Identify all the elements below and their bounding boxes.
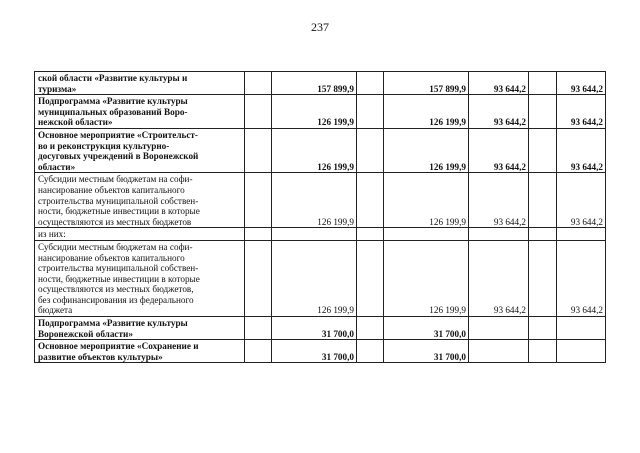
page-number: 237 [311, 20, 329, 34]
amount-cell [469, 340, 529, 363]
row-label-line: без софинансирования из федерального [38, 294, 194, 305]
table-row [35, 228, 606, 241]
amount-cell [529, 95, 557, 129]
row-label-line: во и реконструкция культурно- [38, 140, 170, 151]
amount-cell [357, 228, 384, 241]
amount-cell [245, 228, 272, 241]
amount-cell: 93 644,2 [557, 72, 606, 95]
row-label-line: досуговых учреждений в Воронежской [38, 151, 199, 162]
amount-cell: 31 700,0 [272, 340, 357, 363]
table-row [35, 128, 606, 172]
amount-cell: 93 644,2 [469, 240, 529, 316]
amount-cell: 93 644,2 [557, 240, 606, 316]
amount-cell [357, 173, 384, 228]
amount-cell: 93 644,2 [469, 173, 529, 228]
row-label-line: ности, бюджетные инвестиции в которые [38, 206, 200, 217]
row-label-line: Субсидии местным бюджетам на софи- [38, 241, 193, 252]
row-label-line: Подпрограмма «Развитие культуры [38, 318, 188, 329]
row-label-line: туризма» [38, 83, 77, 94]
amount-cell [529, 317, 557, 340]
amount-cell [357, 95, 384, 129]
row-label [35, 340, 245, 363]
amount-cell: 31 700,0 [384, 317, 469, 340]
row-label [35, 95, 245, 129]
amount-cell: 126 199,9 [272, 95, 357, 129]
amount-cell [529, 228, 557, 241]
amount-cell [245, 317, 272, 340]
row-label [35, 173, 245, 228]
row-label-line: нансирование объектов капитального [38, 252, 185, 263]
amount-cell: 31 700,0 [272, 317, 357, 340]
amount-cell [357, 72, 384, 95]
row-label [35, 317, 245, 340]
row-label [35, 240, 245, 316]
amount-cell: 126 199,9 [272, 173, 357, 228]
row-label-line: нежской области» [38, 117, 113, 128]
amount-cell [529, 72, 557, 95]
row-label [35, 72, 245, 95]
amount-cell: 126 199,9 [272, 128, 357, 172]
amount-cell [245, 240, 272, 316]
amount-cell: 93 644,2 [469, 95, 529, 129]
amount-cell [529, 340, 557, 363]
amount-cell [245, 173, 272, 228]
amount-cell [357, 340, 384, 363]
row-label-line: области» [38, 161, 76, 172]
amount-cell: 93 644,2 [557, 95, 606, 129]
row-label-line: осуществляются из местных бюджетов, [38, 284, 194, 295]
amount-cell [245, 340, 272, 363]
amount-cell [529, 240, 557, 316]
amount-cell [529, 128, 557, 172]
amount-cell: 126 199,9 [384, 128, 469, 172]
amount-cell [529, 173, 557, 228]
amount-cell [384, 228, 469, 241]
amount-cell [245, 95, 272, 129]
amount-cell [245, 128, 272, 172]
budget-table [34, 71, 606, 363]
table-row [35, 240, 606, 316]
row-label-line: осуществляются из местных бюджетов [38, 216, 192, 227]
amount-cell [245, 72, 272, 95]
amount-cell: 93 644,2 [469, 128, 529, 172]
amount-cell: 126 199,9 [272, 240, 357, 316]
amount-cell [557, 317, 606, 340]
table-row [35, 317, 606, 340]
row-label-line: строительства муниципальной собствен- [38, 195, 199, 206]
amount-cell: 157 899,9 [272, 72, 357, 95]
amount-cell: 126 199,9 [384, 240, 469, 316]
row-label-line: строительства муниципальной собствен- [38, 263, 199, 274]
table-row [35, 72, 606, 95]
row-label [35, 128, 245, 172]
row-label-line: Подпрограмма «Развитие культуры [38, 96, 188, 107]
amount-cell: 31 700,0 [384, 340, 469, 363]
amount-cell [272, 228, 357, 241]
amount-cell [557, 340, 606, 363]
row-label-line: ности, бюджетные инвестиции в которые [38, 273, 200, 284]
amount-cell: 126 199,9 [384, 95, 469, 129]
row-label-line: Воронежской области» [38, 328, 133, 339]
table-row [35, 340, 606, 363]
amount-cell: 93 644,2 [557, 173, 606, 228]
amount-cell: 93 644,2 [557, 128, 606, 172]
row-label [35, 228, 245, 241]
row-label-line: из них: [38, 229, 66, 240]
amount-cell [557, 228, 606, 241]
row-label-line: нансирование объектов капитального [38, 184, 185, 195]
amount-cell: 157 899,9 [384, 72, 469, 95]
amount-cell: 93 644,2 [469, 72, 529, 95]
row-label-line: Основное мероприятие «Сохранение и [38, 341, 199, 352]
row-label-line: ской области «Развитие культуры и [38, 73, 188, 83]
amount-cell [469, 317, 529, 340]
amount-cell [357, 317, 384, 340]
amount-cell: 126 199,9 [384, 173, 469, 228]
row-label-line: бюджета [38, 305, 73, 316]
table-row [35, 173, 606, 228]
amount-cell [357, 240, 384, 316]
row-label-line: развитие объектов культуры» [38, 351, 163, 362]
amount-cell [357, 128, 384, 172]
row-label-line: муниципальных образований Воро- [38, 106, 188, 117]
table-row [35, 95, 606, 129]
row-label-line: Основное мероприятие «Строительст- [38, 129, 198, 140]
row-label-line: Субсидии местным бюджетам на софи- [38, 174, 193, 185]
amount-cell [469, 228, 529, 241]
